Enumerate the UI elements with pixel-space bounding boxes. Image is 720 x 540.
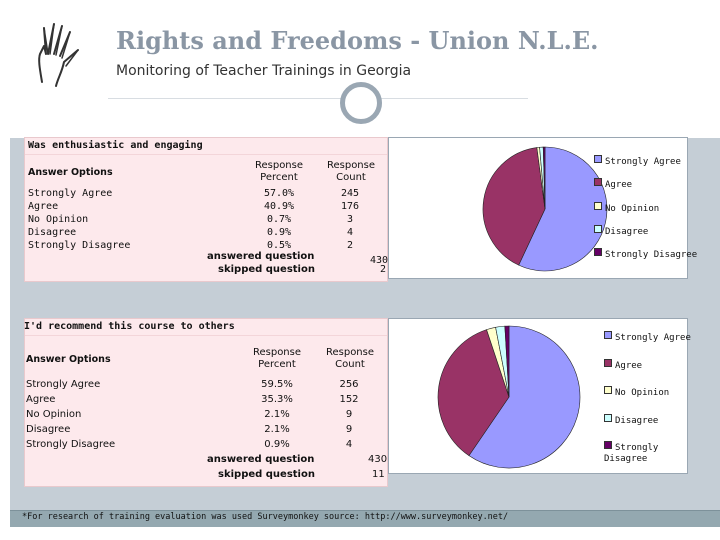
response-count-header xyxy=(315,347,385,371)
response-percent: 0.9% xyxy=(266,227,292,238)
legend-label: Disagree xyxy=(615,416,659,426)
legend-item xyxy=(604,359,642,371)
response-count: 152 xyxy=(339,394,359,405)
response-percent: 59.5% xyxy=(261,379,293,390)
legend-label: Agree xyxy=(605,180,633,190)
legend-label: Strongly Disagree xyxy=(605,250,698,260)
response-percent: 35.3% xyxy=(261,394,293,405)
legend-label: Agree xyxy=(615,361,643,371)
answer-option: No Opinion xyxy=(28,214,89,225)
skipped-label: skipped question xyxy=(218,469,315,480)
header-line: Percent xyxy=(258,359,296,370)
legend-item xyxy=(594,178,632,190)
answer-option: Agree xyxy=(26,394,56,405)
legend-item xyxy=(594,155,681,167)
header-line: Count xyxy=(335,359,365,370)
response-count: 256 xyxy=(339,379,359,390)
response-percent: 2.1% xyxy=(264,424,290,435)
ring-ornament xyxy=(340,82,382,124)
answer-options-header: Answer Options xyxy=(26,354,111,365)
slide-header xyxy=(0,0,720,138)
response-count-header xyxy=(316,160,386,184)
legend-swatch xyxy=(594,248,602,256)
skipped-count: 11 xyxy=(372,469,385,480)
legend-swatch xyxy=(594,202,602,210)
question-text-1: Was enthusiastic and engaging xyxy=(28,140,203,151)
answer-option: No Opinion xyxy=(26,409,82,420)
legend-item xyxy=(604,441,684,465)
answer-option: Strongly Agree xyxy=(26,379,101,390)
answered-label: answered question xyxy=(207,251,315,262)
answered-count: 430 xyxy=(370,255,389,266)
legend-item xyxy=(594,225,648,237)
footnote-text: *For research of training evaluation was used Surveymonkey source: http://www.surveymonkey.net/ xyxy=(22,512,509,522)
legend-label: Disagree xyxy=(605,227,649,237)
page-subtitle: Monitoring of Teacher Trainings in Georgia xyxy=(116,63,412,79)
response-count: 176 xyxy=(340,201,360,212)
header-divider xyxy=(108,98,528,99)
response-percent: 0.5% xyxy=(266,240,292,251)
header-line: Response xyxy=(252,347,302,358)
legend-item xyxy=(594,202,659,214)
response-percent: 0.9% xyxy=(264,439,290,450)
header-line: Response xyxy=(254,160,304,171)
response-count: 3 xyxy=(346,214,354,225)
legend-swatch xyxy=(594,225,602,233)
response-count: 4 xyxy=(346,227,354,238)
answer-option: Disagree xyxy=(26,424,71,435)
page-title: Rights and Freedoms - Union N.L.E. xyxy=(116,26,599,55)
legend-swatch xyxy=(594,155,602,163)
legend-item xyxy=(604,386,669,398)
hand-icon xyxy=(32,20,96,90)
legend-label: Strongly Agree xyxy=(615,333,691,343)
response-percent: 2.1% xyxy=(264,409,290,420)
answer-option: Strongly Disagree xyxy=(28,240,131,251)
question-text-2: I'd recommend this course to others xyxy=(24,321,235,332)
answered-count: 430 xyxy=(368,454,388,465)
answer-option: Agree xyxy=(28,201,59,212)
response-percent-header xyxy=(242,347,312,371)
answer-option: Strongly Disagree xyxy=(26,439,116,450)
response-count: 9 xyxy=(345,424,353,435)
response-percent: 0.7% xyxy=(266,214,292,225)
header-line: Response xyxy=(325,347,375,358)
legend-label: Strongly Agree xyxy=(605,157,681,167)
response-count: 4 xyxy=(345,439,353,450)
response-count: 9 xyxy=(345,409,353,420)
response-count: 245 xyxy=(340,188,360,199)
answer-options-header: Answer Options xyxy=(28,167,113,178)
response-percent: 57.0% xyxy=(263,188,295,199)
legend-swatch xyxy=(604,331,612,339)
response-count: 2 xyxy=(346,240,354,251)
header-line: Percent xyxy=(260,172,298,183)
legend-swatch xyxy=(604,414,612,422)
legend-label: Strongly Disagree xyxy=(604,443,659,464)
header-line: Count xyxy=(336,172,366,183)
header-line: Response xyxy=(326,160,376,171)
skipped-label: skipped question xyxy=(218,264,315,275)
legend-swatch xyxy=(594,178,602,186)
legend-item xyxy=(594,248,697,260)
legend-item xyxy=(604,414,658,426)
answered-label: answered question xyxy=(207,454,315,465)
skipped-count: 2 xyxy=(380,264,387,275)
legend-label: No Opinion xyxy=(615,388,670,398)
legend-swatch xyxy=(604,359,612,367)
response-percent-header xyxy=(244,160,314,184)
legend-item xyxy=(604,331,691,343)
legend-swatch xyxy=(604,386,612,394)
answer-option: Disagree xyxy=(28,227,77,238)
answer-option: Strongly Agree xyxy=(28,188,113,199)
legend-swatch xyxy=(604,441,612,449)
response-percent: 40.9% xyxy=(263,201,295,212)
legend-label: No Opinion xyxy=(605,204,660,214)
